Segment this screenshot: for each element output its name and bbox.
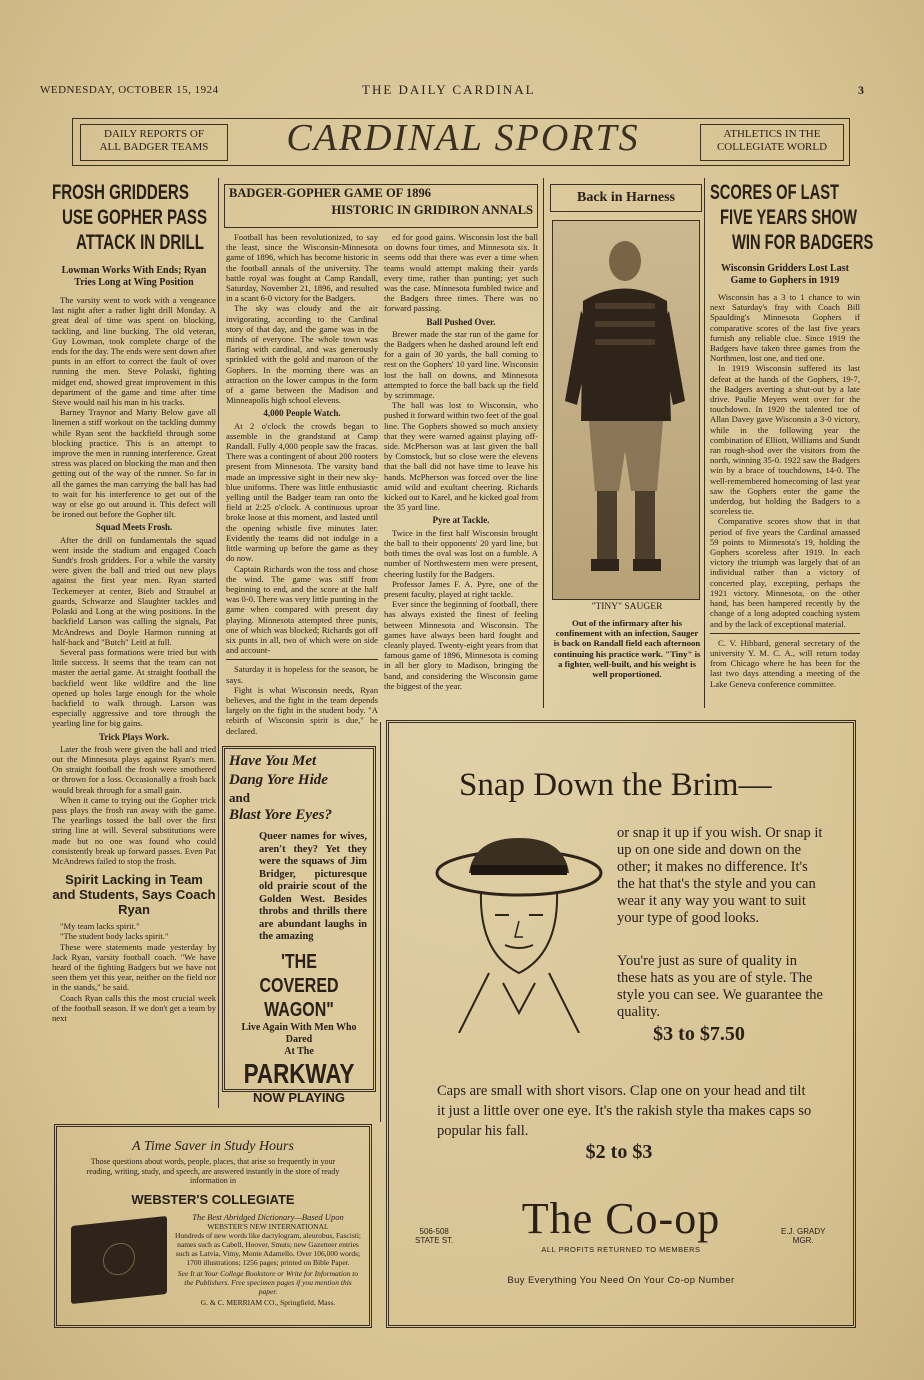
game1896-para: Football has been revolutionized, to say the least, since the Wisconsin-Minnesota game of 1896, which has become historic in the football annals of the university. The battle royal was fought at Camp Randall, Saturday, November 21, 1896, and resulted in a scant 6-0 victory for the Badgers. (226, 232, 378, 304)
wagon-sub-3: At The (284, 1045, 314, 1057)
divider (226, 659, 378, 660)
game1896-para: At 2 o'clock the crowds began to assemble in the grandstand at Camp Randall. Fully 4,000 people saw the fracas. There was a contingent of about 200 rooters present from Minnesota. The varsity band made an impressive sight in their new sky-blue uniforms. There was little enthusiastic yelling until the Badger team ran onto the field at 2:25 o'clock. A continuous uproar broke loose at this moment, and lasted until the opening whistle five minutes later. Evidently the teams did not indulge in a little warming up before the game as they do now. (226, 420, 378, 564)
spirit-para: "The student body lacks spirit." (60, 931, 169, 942)
dictionary-book-icon (71, 1216, 167, 1304)
column-rule (218, 178, 219, 1108)
football-player-figure (553, 221, 699, 599)
frosh-subhead: Squad Meets Frosh. (95, 522, 173, 533)
scores-para: Comparative scores show that in that period of five years the Cardinal amassed 59 points to Minnesota's 19, holding the Gophers scoreless after 1919. In each victory the triumph was largely that of an individual rather than a victory of concerted play, excepting, perhaps the 1921 victory. Minnesota, on the other hand, has been hampered recently by the change of a long adopted coaching system and by the lack of exceptional material. (710, 516, 860, 629)
coop-para-1: or snap it up if you wish. Or snap it up on one side and down on the other; it makes no difference. It's the hat that's the style and you can wear it any way you want to suit your type of good looks. (617, 825, 823, 926)
game1896-para: Professor James F. A. Pyre, one of the present faculty, played at right tackle. (384, 578, 538, 599)
game1896-para: The sky was cloudy and the air invigorating, according to the Cardinal story of that day, and the game was in the minds of everyone. The whole town was flaring with cardinal, and was generously sprinkled with the gold and maroon of the Gophers. In the morning there was an attraction on the lower campus in the form of a game between the Madison and Minneapolis high school elevens. (226, 303, 378, 406)
frosh-headline-3: ATTACK IN DRILL (76, 231, 204, 254)
coop-logo: The Co-op (521, 1194, 721, 1243)
spirit-para: "My team lacks spirit." (60, 921, 140, 932)
game1896-subhead: 4,000 People Watch. (263, 408, 341, 419)
banner-right-line2: COLLEGIATE WORLD (716, 141, 828, 153)
coop-price-caps: $2 to $3 (585, 1141, 653, 1163)
webster-publisher: G. & C. MERRIAM CO., Springfield, Mass. (200, 1298, 336, 1307)
frosh-para: Several pass formations were tried but with little success. It seems that the team can not master the aerial game. At straight football the backfield went like wildfire and the line opened up holes large enough for the whole backfield to walk through. Larson was especially aggressive and tore through the yearling line for big gains. (52, 646, 216, 729)
wagon-line2: Dang Yore Hide (229, 772, 328, 788)
game1896-para: Saturday it is hopeless for the season, he says. (226, 664, 378, 685)
wagon-line4: Blast Yore Eyes? (229, 807, 333, 823)
coop-address-2: STATE ST. (415, 1236, 454, 1245)
game1896-headline-1: BADGER-GOPHER GAME OF 1896 (229, 186, 431, 200)
coop-tagline: ALL PROFITS RETURNED TO MEMBERS (541, 1245, 701, 1254)
wagon-line1: Have You Met (229, 753, 317, 769)
wagon-title-1: 'THE COVERED (259, 950, 339, 997)
banner-left-line1: DAILY REPORTS OF (104, 128, 204, 140)
harness-headline: Back in Harness (550, 184, 702, 212)
man-in-hat-illustration (429, 833, 609, 1033)
game1896-headline-box (224, 184, 538, 228)
player-name: "TINY" SAUGER (591, 602, 663, 612)
game1896-subhead: Ball Pushed Over. (426, 316, 496, 327)
webster-intro: Those questions about words, people, places, that arise so frequently in your reading, writing, study, and speech, are answered instantly in the store of ready information in (86, 1157, 340, 1185)
scores-body (710, 292, 860, 689)
spirit-body (52, 921, 216, 1023)
webster-title: WEBSTER'S COLLEGIATE (131, 1191, 295, 1207)
wagon-line3: and (229, 790, 250, 805)
covered-wagon-ad (222, 746, 376, 1105)
frosh-para: Barney Traynor and Marty Below gave all linemen a stiff workout on the tackling dummy while Ryan sent the backfield through some blocking practice. This is an attempt to improve the men in running interference. Great stress was placed on blocking the man and then getting out of the way of the runner. So far in all the games the man carrying the ball has had to wait for his interference to get out of the way or else go out around it. This defect will be ironed out before the Gopher tilt. (52, 407, 216, 520)
frosh-body (52, 295, 216, 866)
coop-address-1: 506-508 (419, 1227, 449, 1236)
player-photo (552, 220, 700, 600)
game1896-para: Brewer made the star run of the game for the Badgers when he dashed around left end for a gain of 30 yards, the ball coming to rest on the Gophers' 10 yard line. Wisconsin lost the ball on downs, and Minnesota attempted to force the ball back up the field by scrimmage. (384, 328, 538, 401)
wagon-now-playing: NOW PLAYING (253, 1089, 345, 1105)
game1896-headline-2: HISTORIC IN GRIDIRON ANNALS (331, 203, 533, 217)
game1896-para: Ever since the beginning of football, there has always existed the finest of feeling between Minnesota and Wisconsin. The games have always been hard fought and cleanly played. Twenty-eight years from that famous game of 1896, Minnesota is coming in all her glory to Madison, bringing the band, and considering the Wisconsin game the biggest of the year. (384, 599, 538, 691)
game1896-para: Captain Richards won the toss and chose the wind. The game was stiff from beginning to end, and the score at the half was 0-0. There was very little punting in the game when compared with present day playing. Minnesota attempted three punts, one of which was blocked; Richards got off six punts in all, two of which were on side and account- (226, 563, 378, 656)
coop-manager-title: MGR. (792, 1236, 814, 1245)
column-rule (704, 178, 705, 708)
wagon-venue: PARKWAY (243, 1057, 355, 1089)
banner-title: CARDINAL SPORTS (286, 117, 640, 159)
coop-manager (781, 1227, 825, 1245)
scores-deck: Wisconsin Gridders Lost Last Game to Gophers in 1919 (721, 263, 849, 286)
webster-subtitle-2: WEBSTER'S NEW INTERNATIONAL (207, 1222, 329, 1231)
coop-headline: Snap Down the Brim— (459, 767, 772, 803)
frosh-headline-1: FROSH GRIDDERS (52, 181, 189, 204)
wagon-title-2: WAGON" (264, 998, 334, 1021)
webster-headline: A Time Saver in Study Hours (132, 1139, 294, 1154)
banner-right-box (700, 124, 844, 161)
issue-date: WEDNESDAY, OCTOBER 15, 1924 (40, 84, 219, 96)
wagon-sub-2: Dared (285, 1033, 313, 1045)
paper-name: THE DAILY CARDINAL (362, 82, 536, 97)
banner-left-box (80, 124, 228, 161)
scores-headline-3: WIN FOR BADGERS (732, 231, 874, 254)
coop-manager-name: E.J. GRADY (781, 1227, 826, 1236)
coop-para-2: You're just as sure of quality in these hats as you are of style. The style you can see. We guarantee the quality. (617, 953, 823, 1020)
webster-details (175, 1213, 361, 1307)
scores-para: In 1919 Wisconsin suffered its last defeat at the hands of the Gophers, 19-7, the Badgers averting a shut-out by a late drive. Paulie Meyers went over for the touchdown. In 1920 the talented toe of Allan Davey gave Wisconsin a 3-0 victory, while in the following year the combination of Elliott, Williams and Sundt ran rough-shod over the visitors from the north, winning 35-0. 1922 saw the Badgers win by a brace of touchdowns, 14-0. The well-remembered homecoming of last year saw the Gophers enter the game the underdog, but holding the Badgers to a scoreless tie. (710, 363, 860, 517)
webster-ad (54, 1124, 372, 1328)
frosh-para: The varsity went to work with a vengeance last night after a rather light drill Monday. A great deal of time was spent on blocking, tackling, and line bucking. The old veteran, Guy Lowman, took complete charge of the ends for the day. The ends were sent down after punts in an effort to correct the fault of over running the men. Steve Polaski, fighting midget end, showed great improvement in this department of the game and time after time Steve would nail his man in his tracks. (52, 295, 216, 408)
game1896-para: ed for good gains. Wisconsin lost the ball on downs four times, and Minnesota six. It seems odd that there was ever a time when teams would attempt making their yards every time, rather than punting; yet such was the case. Minnesota fumbled twice and the Badgers three times. There was no forward passing. (384, 232, 538, 314)
webster-body: Hundreds of new words like dactylogram, aleurobus, Fascisti; names such as Cabell, Hoover, Smuts; new Gazetteer entries such as Latvia, Vimy, Monte Adamello. Over 106,000 words; 1700 illustrations; 1256 pages; printed on Bible Paper. (175, 1231, 362, 1267)
scores-para: Wisconsin has a 3 to 1 chance to win next Saturday's fray with Coach Bill Spaulding's Minnesota Gophers if comparative scores of the last five years furnish any reliable clue. Since 1919 the Badgers have taken three games from the Northmen, lost one, and tied one. (710, 292, 860, 364)
spirit-para: Coach Ryan calls this the most crucial week of the football season. If we don't get a team by next (52, 992, 216, 1023)
frosh-deck: Lowman Works With Ends; Ryan Tries Long at Wing Position (61, 265, 207, 288)
game1896-para: Fight is what Wisconsin needs, Ryan believes, and the fight in the team depends largely on the fight in the student body. "A rebirth of Wisconsin spirit is due," he declared. (226, 684, 378, 736)
column-rule (543, 178, 544, 708)
scores-para: C. V. Hibbard, general secretary of the university Y. M. C. A., will return today from Chicago where he has been for the last two days attending a meeting of the Lake Geneva conference committee. (710, 637, 860, 689)
divider (710, 633, 860, 634)
game1896-subhead: Pyre at Tackle. (432, 515, 490, 526)
spirit-headline: Spirit Lacking in Team and Students, Says Coach Ryan (52, 872, 216, 918)
game1896-col1 (226, 232, 378, 736)
coop-price-hats: $3 to $7.50 (653, 1023, 745, 1045)
coop-para-3: Caps are small with short visors. Clap one on your head and tilt it just a little over one eye. It's the rakish style tha makes caps so popular his fall. (437, 1083, 812, 1139)
harness-caption (552, 602, 702, 679)
spirit-para: These were statements made yesterday by Jack Ryan, varsity football coach. "We have heard of the fighting Badgers but we have not seen them yet this year, neither on the field nor in the stands," he said. (52, 941, 216, 993)
game1896-col2 (384, 232, 538, 691)
wagon-sub-1: Live Again With Men Who (241, 1021, 357, 1033)
frosh-para: When it came to trying out the Gopher trick pass plays the frosh ran away with the game. The yearlings tossed the ball over the first string line at will. Several substitutions were made but no one was found who could consistently break up forward passes. Even Pat McAndrews failed to stop the frosh. (52, 794, 216, 866)
frosh-headline-2: USE GOPHER PASS (62, 206, 208, 229)
page-number: 3 (858, 83, 865, 97)
scores-article (710, 180, 874, 689)
game1896-para: Twice in the first half Wisconsin brought the ball to their opponents' 20 yard line, but both times the oval was lost on a fumble. A number of Northwestern men were present, cheering lustily for the Badgers. (384, 527, 538, 579)
game1896-para: The ball was lost to Wisconsin, who pushed it forward within two feet of the goal line. The Gophers showed so much anxiety that they were warned against playing off-side. McPherson was at last given the ball by Comstock, but so close were the elevens that the ball did not have time to leave his hands. McPherson was forced over the line amid wild and exultant cheering. Richards kicked out to Karel, and he kicked goal from the 35 yard line. (384, 400, 538, 513)
coop-ad (386, 720, 856, 1328)
webster-subtitle: The Best Abridged Dictionary—Based Upon (192, 1212, 344, 1222)
frosh-para: Later the frosh were given the ball and tried out the Minnesota plays against Ryan's men. On straight football the frosh were smothered or thrown for a loss. Occasionally a frosh back would break through for a small gain. (52, 743, 216, 795)
coop-footer: Buy Everything You Need On Your Co-op Number (507, 1275, 735, 1286)
coop-address (415, 1227, 453, 1245)
frosh-article (52, 180, 216, 1023)
harness-caption-text: Out of the infirmary after his confinement with an infection, Sauger is back on Randall field each afternoon continuing his practice work. "Tiny" is a fighter, well-built, and his weight is well proportioned. (553, 618, 701, 680)
frosh-para: After the drill on fundamentals the squad went inside the stadium and engaged Coach Sundt's frosh gridders. For a while the varsity were given the ball and tried out new plays against the first year men. Ryan started Teckemeyer at center, Bieb and Straubel at guards, Schwarze and Slaughter tackles and Polaski and Long at the wing positions. In the backfield Larson was calling the signals, Pat McAndrews and Doyle Harmon running at half-back and "Butch" Leitl at full. (52, 534, 216, 647)
banner-left-line2: ALL BADGER TEAMS (99, 141, 209, 153)
webster-note: See It at Your College Bookstore or Write for Information to the Publishers. Free specimen pages if you mention this paper. (177, 1269, 359, 1296)
banner-right-line1: ATHLETICS IN THE (723, 128, 821, 140)
wagon-body: Queer names for wives, aren't they? Yet they were the squaws of Jim Bridger, picturesque old prairie scout of the Golden West. Besides throbs and thrills there are abundant laughs in the amazing (259, 831, 367, 942)
scores-headline-1: SCORES OF LAST (710, 181, 840, 204)
frosh-subhead: Trick Plays Work. (99, 731, 169, 742)
scores-headline-2: FIVE YEARS SHOW (720, 206, 857, 229)
column-rule (380, 722, 381, 1122)
